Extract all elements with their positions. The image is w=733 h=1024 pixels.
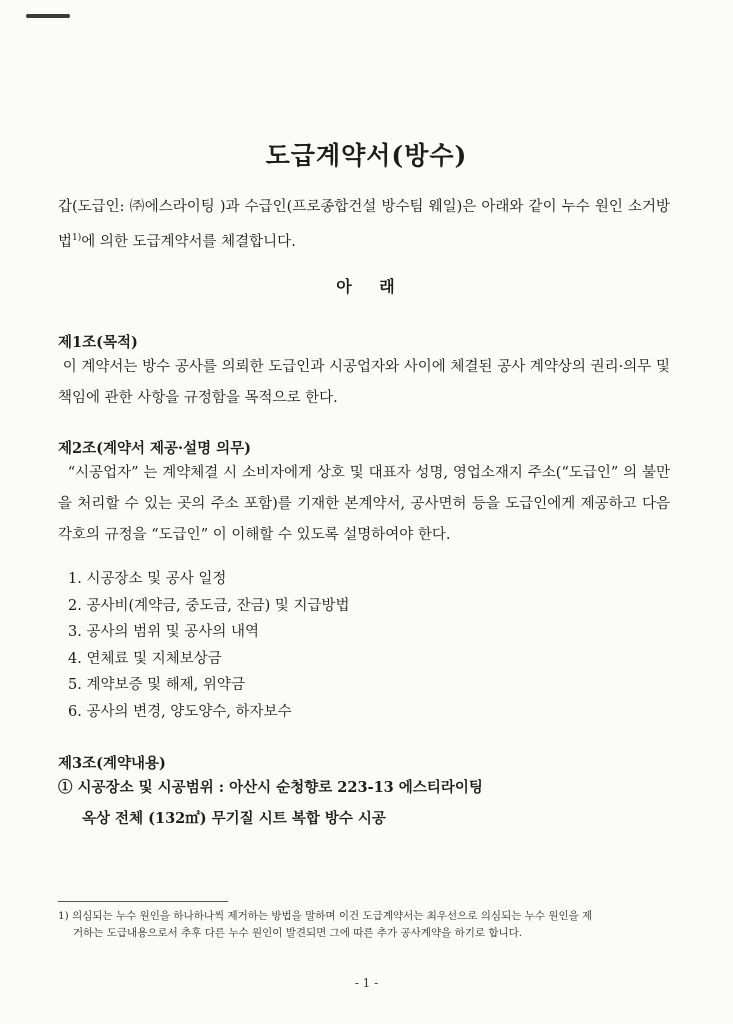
article-2-title: 제2조(계약서 제공·설명 의무): [58, 440, 252, 457]
article-2-text: “시공업자” 는 계약체결 시 소비자에게 상호 및 대표자 성명, 영업소재지 주소(“도급인” 의 불만을 처리할 수 있는 곳의 주소 포함)를 기재한 본계약서, 공사면허 등을 도급인에게 제공하고 다음 각호의 규정을 “도급인” 이 이해할 수 있도록 설명하여야 한다.: [58, 465, 671, 543]
footnote-line-2: 거하는 도급내용으로서 추후 다른 누수 원인이 발견되면 그에 따른 추가 공사계약을 하기로 합니다.: [73, 927, 523, 939]
article-1-text: 이 계약서는 방수 공사를 의뢰한 도급인과 시공업자와 사이에 체결된 공사 계약상의 권리·의무 및 책임에 관한 사항을 규정함을 목적으로 한다.: [58, 359, 670, 406]
intro-tail: 에 의한 도급계약서를 체결합니다.: [81, 233, 296, 250]
list-item: 2. 공사비(계약금, 중도금, 잔금) 및 지급방법: [68, 597, 350, 614]
list-item: 4. 연체료 및 지체보상금: [68, 650, 222, 667]
article-3-line-2: 옥상 전체 (132㎡) 무기질 시트 복합 방수 시공: [82, 810, 386, 827]
section-heading: 아 래: [336, 277, 397, 296]
footnote-line-1: 1) 의심되는 누수 원인을 하나하나씩 제거하는 방법을 말하며 이건 도급계약서는 최우선으로 의심되는 누수 원인을 제: [58, 910, 593, 922]
list-item: 5. 계약보증 및 해제, 위약금: [68, 677, 245, 693]
article-3-title: 제3조(계약내용): [58, 755, 166, 772]
article-2-list: [68, 566, 350, 725]
footnote-divider: [58, 901, 228, 902]
document-title: 도급계약서(방수): [265, 141, 468, 170]
article-3-line-1: ① 시공장소 및 시공범위 : 아산시 순청향로 223-13 에스티라이팅: [58, 779, 483, 796]
article-3-body: [58, 772, 678, 834]
footnote-ref: 1): [72, 233, 82, 243]
article-1-body: [58, 352, 670, 414]
list-item: 3. 공사의 범위 및 공사의 내역: [68, 624, 259, 640]
list-item: 6. 공사의 변경, 양도양수, 하자보수: [68, 703, 292, 720]
article-1-title: 제1조(목적): [58, 334, 138, 351]
intro-text: 갑(도급인: ㈜에스라이팅 )과 수급인(프로종합건설 방수팀 웨일)은 아래와 같이 누수 원인 소거방법: [58, 199, 670, 250]
binder-mark: [26, 14, 70, 18]
list-item: 1. 시공장소 및 공사 일정: [68, 571, 227, 587]
page-number: - 1 -: [354, 976, 379, 990]
article-2-body: [58, 458, 670, 551]
footnote: [58, 908, 670, 942]
intro-paragraph: [58, 192, 670, 258]
